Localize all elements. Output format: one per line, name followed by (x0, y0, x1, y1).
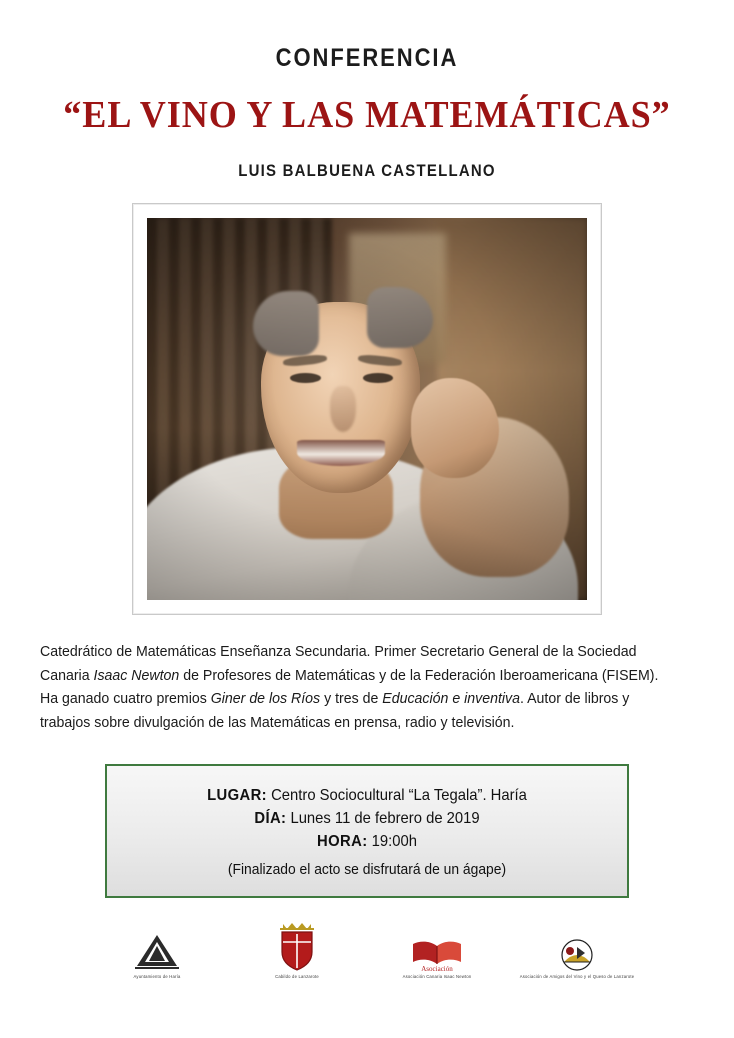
detail-time-value: 19:00h (367, 832, 417, 850)
event-details-box (105, 764, 629, 898)
speaker-name: LUIS BALBUENA CASTELLANO (238, 161, 496, 180)
logo-lanzarote-caption: Cabildo de Lanzarote (275, 973, 319, 979)
sponsor-logos (87, 920, 647, 979)
logo-lanzarote (238, 920, 356, 979)
mountain-icon (131, 932, 183, 972)
bio-italic-2: Giner de los Ríos (210, 691, 321, 708)
logo-cabildo (98, 932, 216, 979)
detail-place (133, 787, 600, 805)
poster-header (0, 0, 734, 181)
open-book-icon (407, 938, 467, 972)
detail-note: (Finalizado el acto se disfrutará de un ágape) (227, 861, 507, 878)
wine-cheese-icon (546, 938, 608, 972)
bio-part-2: de Profesores de Matemáticas y de la Federación Iberoamericana (FISEM). Ha ganado cuatro premios (40, 667, 659, 708)
bio-italic-1: Isaac Newton (93, 667, 180, 684)
svg-text:Asociación: Asociación (421, 964, 453, 972)
logo-cabildo-caption: Ayuntamiento de Haría (133, 973, 181, 979)
logo-museo-caption: Asociación de Amigos del Vino y el Queso de Lanzarote (519, 973, 635, 979)
page-title: “EL VINO Y LAS MATEMÁTICAS” (63, 94, 671, 136)
detail-day-label: DÍA: (254, 809, 287, 827)
detail-day (133, 810, 600, 828)
logo-asociacion (378, 938, 496, 979)
poster-kicker: CONFERENCIA (275, 44, 459, 72)
detail-place-value: Centro Sociocultural “La Tegala”. Haría (266, 786, 527, 804)
portrait-photo (147, 218, 587, 600)
coat-of-arms-icon (274, 920, 320, 972)
bio-italic-3: Educación e inventiva (382, 691, 521, 708)
detail-place-label: LUGAR: (207, 786, 267, 804)
biography-text (40, 641, 674, 736)
bio-part-4: . Autor de libros y trabajos sobre divulgación de las Matemáticas en prensa, radio y televisión. (40, 691, 630, 731)
photo-vignette (147, 218, 587, 600)
logo-museo (518, 938, 636, 979)
detail-day-value: Lunes 11 de febrero de 2019 (286, 809, 480, 827)
bio-part-3: y tres de (320, 691, 383, 708)
detail-time (133, 833, 600, 851)
portrait-frame (132, 203, 602, 615)
detail-time-label: HORA: (317, 832, 368, 850)
bio-part-1: Catedrático de Matemáticas Enseñanza Secundaria. Primer Secretario General de la Sociedad Canaria (40, 644, 637, 684)
logo-asociacion-caption: Asociación Canaria Isaac Newton (402, 973, 472, 979)
